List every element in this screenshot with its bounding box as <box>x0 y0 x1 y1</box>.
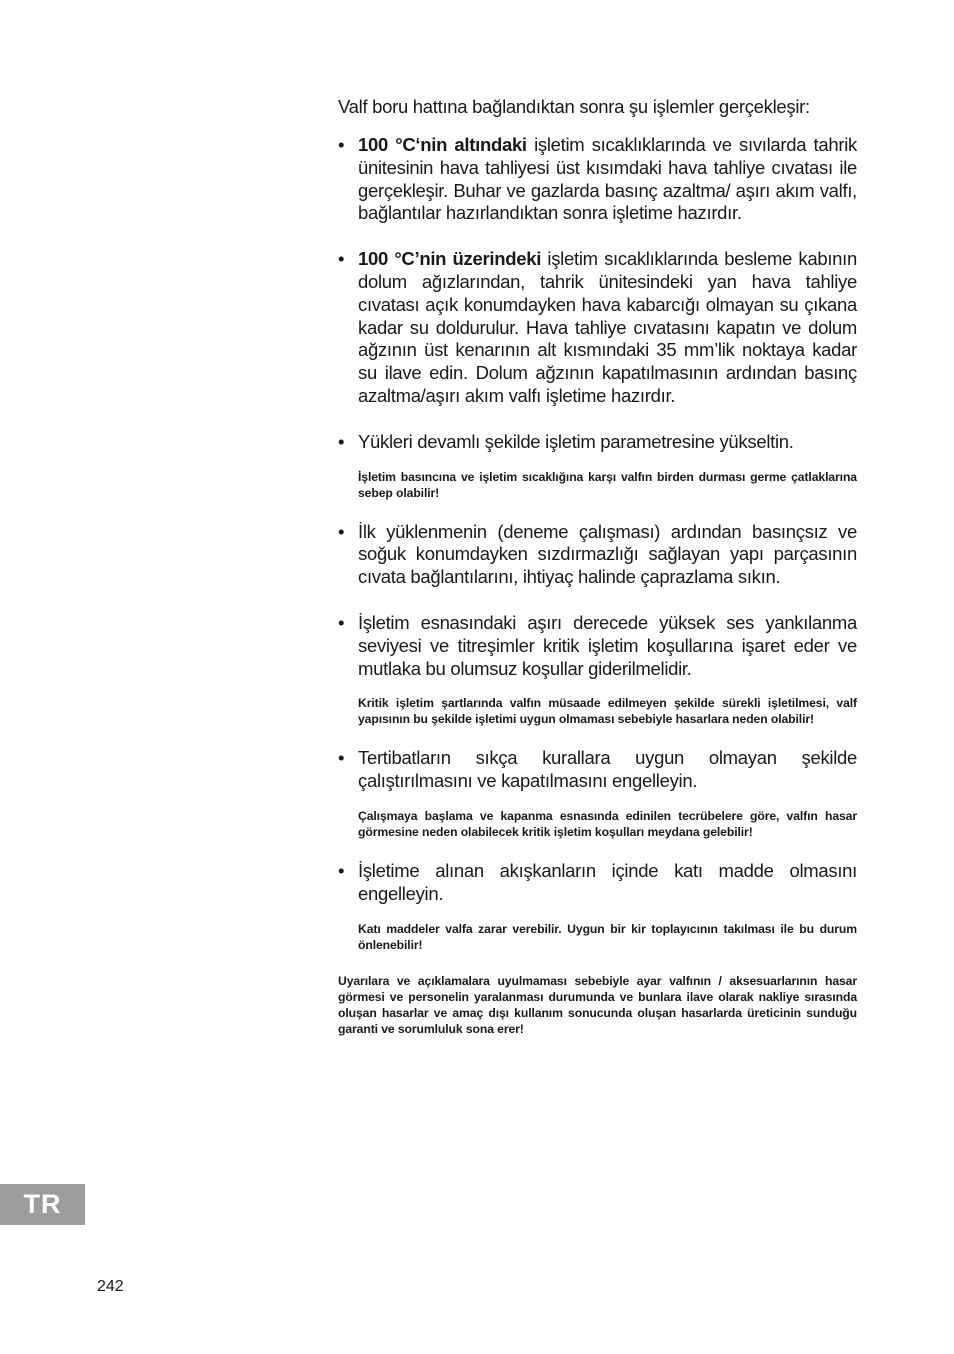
list-item-above-100c <box>338 248 857 408</box>
list-item-increase-loads <box>338 431 857 454</box>
list-item-below-100c <box>338 134 857 225</box>
liability-note: Uyarılara ve açıklamalara uyulmaması sebebiyle ayar valfının / aksesuarlarının hasar görmesi ve personelin yaralanması durumunda ve bunlara ilave olarak nakliye sırasında oluşan hasarlar ve amaç dışı kullanım sonucunda oluşan hasarlarda üreticinin sunduğu garanti ve sorumluluk sona erer! <box>338 973 857 1036</box>
item-text: işletim sıcaklıklarında besleme kabının dolum ağızlarından, tahrik ünitesindeki yan hava tahliye cıvatası açık konumdayken hava kabarcığı olmayan su çıkana kadar su doldurulur. Hava tahliye cıvatasını kapatın ve dolum ağzının üst kenarının alt kısmındaki 35 mm’lik noktaya kadar su ilave edin. Dolum ağzının kapatılmasının ardından basınç azaltma/aşırı akım valfı işletime hazırdır. <box>358 248 857 406</box>
bullet-icon: • <box>338 248 345 270</box>
main-content <box>338 95 857 1037</box>
warning-note: Çalışmaya başlama ve kapanma esnasında edinilen tecrübelere göre, valfın hasar görmesine neden olabilecek kritik işletim koşulları meydana gelebilir! <box>358 808 857 839</box>
item-text: Yükleri devamlı şekilde işletim parametresine yükseltin. <box>358 430 794 452</box>
bullet-icon: • <box>338 859 345 881</box>
warning-note: Katı maddeler valfa zarar verebilir. Uygun bir kir toplayıcının takılması ile bu durum önlenebilir! <box>358 921 857 952</box>
language-tab: TR <box>0 1184 85 1225</box>
bullet-icon: • <box>338 134 345 155</box>
warning-note: Kritik işletim şartlarında valfın müsaade edilmeyen şekilde sürekli işletilmesi, valf yapısının bu şekilde işletimi uygun olmaması sebebiyle hasarlara neden olabilir! <box>358 696 857 727</box>
warning-note: İşletim basıncına ve işletim sıcaklığına karşı valfın birden durması germe çatlaklarına sebep olabilir! <box>358 469 857 500</box>
item-text: İşletim esnasındaki aşırı derecede yüksek ses yankılanma seviyesi ve titreşimler kritik işletim koşullarına işaret eder ve mutlaka bu olumsuz koşullar giderilmelidir. <box>358 611 857 679</box>
item-text: İlk yüklenmenin (deneme çalışması) ardından basınçsız ve soğuk konumdayken sızdırmazlığı sağlayan yapı parçasının cıvata bağlantılarını, ihtiyaç halinde çaprazlama sıkın. <box>358 520 857 588</box>
bullet-icon: • <box>338 430 345 452</box>
bullet-icon: • <box>338 611 345 633</box>
list-item-noise-vibration <box>338 612 857 680</box>
item-bold-lead: 100 °C’nin üzerindeki <box>358 248 542 270</box>
list-item-start-stop <box>338 747 857 793</box>
item-text: Tertibatların sıkça kurallara uygun olmayan şekilde çalıştırılmasını ve kapatılmasını engelleyin. <box>358 747 857 792</box>
bullet-icon: • <box>338 747 345 769</box>
list-item-solid-matter <box>338 860 857 906</box>
item-text: işletim sıcaklıklarında ve sıvılarda tahrik ünitesinin hava tahliyesi üst kısımdaki hava tahliye cıvatası ile gerçekleşir. Buhar ve gazlarda basınç azaltma/ aşırı akım valfı, bağlantılar hazırlandıktan sonra işletime hazırdır. <box>358 134 857 224</box>
intro-text: Valf boru hattına bağlandıktan sonra şu işlemler gerçekleşir: <box>338 96 810 117</box>
item-text: İşletime alınan akışkanların içinde katı madde olmasını engelleyin. <box>358 859 857 904</box>
list-item-tighten-bolts <box>338 521 857 589</box>
bullet-icon: • <box>338 520 345 542</box>
page-number: 242 <box>97 1278 124 1295</box>
item-bold-lead: 100 °C‘nin altındaki <box>358 134 527 155</box>
